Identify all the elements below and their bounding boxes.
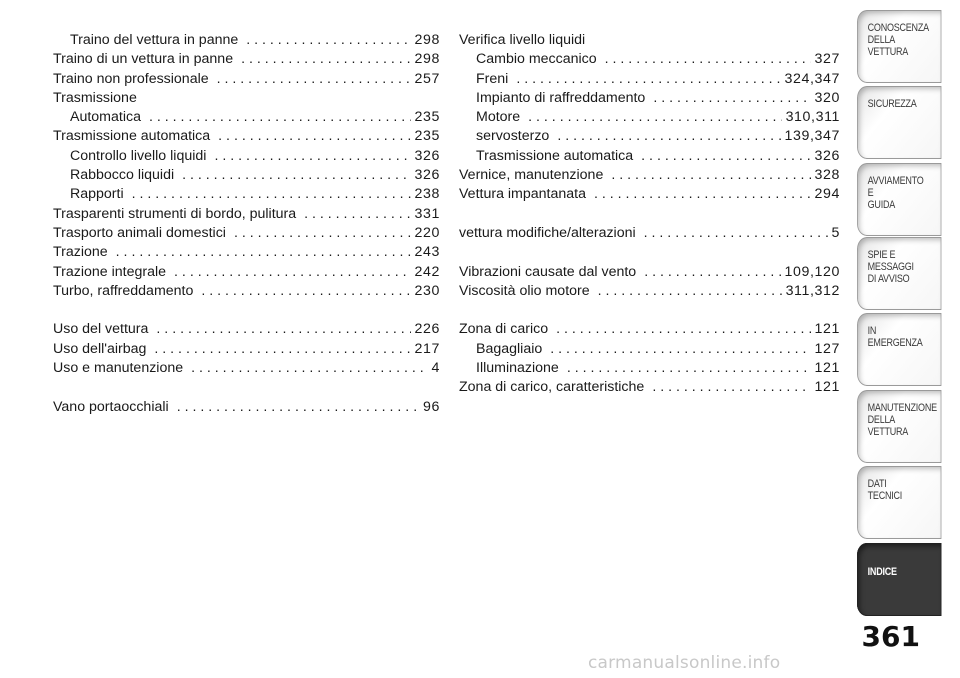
index-entry[interactable] [53, 89, 440, 108]
dot-leader [116, 243, 411, 262]
index-gap [459, 243, 840, 262]
dot-leader [644, 263, 780, 282]
dot-leader [234, 224, 411, 243]
tab-indice[interactable] [857, 543, 941, 616]
index-page-ref[interactable]: 235 [414, 128, 440, 145]
index-entry[interactable] [53, 224, 440, 243]
dot-leader [241, 50, 410, 69]
dot-leader [246, 31, 410, 50]
dot-leader [149, 108, 411, 127]
index-subentry[interactable] [459, 147, 840, 166]
index-page-ref[interactable]: 139,347 [784, 128, 840, 145]
index-entry[interactable] [459, 282, 840, 301]
tab-dati[interactable] [857, 466, 941, 539]
index-page-ref[interactable]: 311,312 [785, 282, 840, 299]
index-page-ref[interactable]: 242 [414, 263, 440, 280]
index-entry[interactable] [53, 340, 440, 359]
dot-leader [653, 89, 810, 108]
index-term: Traino non professionale [53, 70, 209, 87]
dot-leader [594, 185, 811, 204]
index-entry[interactable] [459, 378, 840, 397]
index-entry[interactable] [459, 320, 840, 339]
index-entry[interactable] [53, 263, 440, 282]
index-entry[interactable] [459, 263, 840, 282]
index-subentry[interactable] [459, 108, 840, 127]
index-term: Zona di carico, caratteristiche [459, 379, 645, 396]
tab-label: INDICE [867, 566, 897, 578]
dot-leader [154, 340, 410, 359]
dot-leader [550, 340, 810, 359]
index-gap [459, 301, 840, 320]
index-page-ref[interactable]: 109,120 [784, 263, 840, 280]
index-term: Impianto di raffreddamento [476, 89, 646, 106]
index-page-ref[interactable]: 327 [814, 51, 840, 68]
index-subentry[interactable] [459, 359, 840, 378]
dot-leader [174, 263, 410, 282]
index-subentry[interactable] [459, 70, 840, 89]
tab-label: IN EMERGENZA [867, 325, 923, 349]
index-page-ref[interactable]: 310,311 [785, 109, 840, 126]
index-term: Motore [476, 109, 521, 126]
index-subentry[interactable] [459, 89, 840, 108]
index-page-ref[interactable]: 328 [814, 167, 840, 184]
dot-leader [218, 127, 410, 146]
tab-in[interactable] [857, 313, 941, 386]
index-entry[interactable] [53, 320, 440, 339]
index-gap [459, 205, 840, 224]
index-page-ref[interactable]: 235 [414, 109, 440, 126]
index-term: Trazione integrale [53, 263, 167, 280]
index-page-ref[interactable]: 226 [414, 321, 440, 338]
tab-label: MANUTENZIONE DELLA VETTURA [867, 402, 937, 438]
index-term: Rabbocco liquidi [70, 167, 175, 184]
tab-conoscenza[interactable] [857, 10, 941, 83]
index-subentry[interactable] [459, 50, 840, 69]
index-term: Automatica [70, 109, 141, 126]
index-column-right [459, 31, 840, 398]
index-entry[interactable] [459, 224, 840, 243]
dot-leader [516, 70, 780, 89]
dot-leader [644, 224, 828, 243]
index-term: Trasmissione [53, 89, 137, 106]
dot-leader [156, 320, 410, 339]
index-entry[interactable] [53, 243, 440, 262]
page-number: 361 [861, 620, 920, 653]
index-entry[interactable] [53, 50, 440, 69]
index-term: Vettura impantanata [459, 186, 586, 203]
dot-leader [556, 320, 810, 339]
dot-leader [214, 147, 410, 166]
index-term: Cambio meccanico [476, 51, 597, 68]
index-subentry[interactable] [53, 108, 440, 127]
index-page-ref[interactable]: 238 [414, 186, 440, 203]
index-term: Trasparenti strumenti di bordo, pulitura [53, 205, 297, 222]
index-entry[interactable] [53, 282, 440, 301]
index-term: Vano portaocchiali [53, 398, 169, 415]
index-page-ref[interactable]: 121 [814, 321, 840, 338]
index-term: Trasmissione automatica [53, 128, 211, 145]
index-term: Vibrazioni causate dal vento [459, 263, 637, 280]
dot-leader [217, 70, 411, 89]
index-page-ref[interactable]: 257 [414, 70, 440, 87]
dot-leader [652, 378, 810, 397]
index-subentry[interactable] [459, 127, 840, 146]
index-page-ref[interactable]: 4 [431, 360, 440, 377]
index-term: Bagagliaio [476, 340, 543, 357]
index-page-ref[interactable]: 326 [414, 147, 440, 164]
index-gap [53, 301, 440, 320]
index-gap [53, 378, 440, 397]
tab-spie-e[interactable] [857, 237, 941, 310]
index-term: Traino di un vettura in panne [53, 51, 234, 68]
index-term: Trasporto animali domestici [53, 224, 226, 241]
index-page-ref[interactable]: 298 [414, 32, 440, 48]
index-term: Viscosità olio motore [459, 282, 590, 299]
dot-leader [132, 185, 411, 204]
index-subentry[interactable] [53, 185, 440, 204]
index-term: Rapporti [70, 186, 124, 203]
index-page-ref[interactable]: 298 [414, 51, 440, 68]
index-page-ref[interactable]: 326 [414, 167, 440, 184]
index-entry[interactable] [53, 398, 440, 417]
index-term: Vernice, manutenzione [459, 167, 604, 184]
tab-manutenzione[interactable] [857, 390, 941, 463]
dot-leader [528, 108, 781, 127]
index-page-ref[interactable]: 331 [414, 205, 440, 222]
index-subentry[interactable] [53, 31, 440, 50]
index-entry[interactable] [459, 166, 840, 185]
index-subentry[interactable] [53, 147, 440, 166]
tab-label: CONOSCENZA DELLA VETTURA [867, 22, 929, 58]
index-term: Uso del vettura [53, 321, 149, 338]
index-entry[interactable] [53, 359, 440, 378]
index-page-ref[interactable]: 127 [814, 340, 840, 357]
index-page-ref[interactable]: 121 [814, 379, 840, 396]
index-term: Zona di carico [459, 321, 549, 338]
index-term: Verifica livello liquidi [459, 32, 586, 48]
index-term: servosterzo [476, 128, 550, 145]
watermark: carmanualsonline.info [588, 653, 781, 673]
index-entry[interactable] [53, 70, 440, 89]
dot-leader [201, 282, 410, 301]
index-page-ref[interactable]: 217 [414, 340, 440, 357]
index-term: Turbo, raffreddamento [53, 282, 194, 299]
index-page-ref[interactable]: 96 [423, 398, 440, 415]
index-column-left [53, 31, 440, 417]
index-subentry[interactable] [459, 340, 840, 359]
index-page-ref[interactable]: 121 [814, 360, 840, 377]
index-entry[interactable] [53, 127, 440, 146]
index-term: Freni [476, 70, 509, 87]
index-term: Controllo livello liquidi [70, 147, 207, 164]
index-page-ref[interactable]: 320 [814, 89, 840, 106]
dot-leader [605, 50, 811, 69]
tab-label: SPIE E MESSAGGI DI AVVISO [867, 249, 914, 285]
index-page-ref[interactable]: 326 [814, 147, 840, 164]
tab-avviamento[interactable] [857, 163, 941, 236]
index-page-ref[interactable]: 5 [831, 224, 840, 241]
dot-leader [191, 359, 427, 378]
index-page-ref[interactable]: 243 [414, 244, 440, 261]
index-entry[interactable] [53, 205, 440, 224]
tab-sicurezza[interactable] [857, 86, 941, 159]
index-term: Uso dell'airbag [53, 340, 147, 357]
dot-leader [611, 166, 810, 185]
index-page-ref[interactable]: 220 [414, 224, 440, 241]
index-entry[interactable] [459, 185, 840, 204]
dot-leader [641, 147, 810, 166]
dot-leader [567, 359, 811, 378]
section-tabs [857, 0, 960, 678]
index-page-ref[interactable]: 294 [814, 186, 840, 203]
dot-leader [177, 398, 419, 417]
tab-label: DATI TECNICI [867, 478, 903, 502]
dot-leader [557, 127, 780, 146]
index-term: Trazione [53, 244, 108, 261]
index-page-ref[interactable]: 324,347 [784, 70, 840, 87]
tab-label: AVVIAMENTO E GUIDA [867, 175, 924, 211]
dot-leader [598, 282, 782, 301]
index-entry[interactable] [459, 31, 840, 50]
index-subentry[interactable] [53, 166, 440, 185]
dot-leader [182, 166, 410, 185]
dot-leader [304, 205, 410, 224]
index-page-ref[interactable]: 230 [414, 282, 440, 299]
index-term: vettura modifiche/alterazioni [459, 224, 636, 241]
tab-label: SICUREZZA [867, 98, 917, 110]
index-term: Uso e manutenzione [53, 360, 184, 377]
index-term: Trasmissione automatica [476, 147, 634, 164]
index-term: Illuminazione [476, 360, 559, 377]
index-term: Traino del vettura in panne [70, 32, 239, 48]
